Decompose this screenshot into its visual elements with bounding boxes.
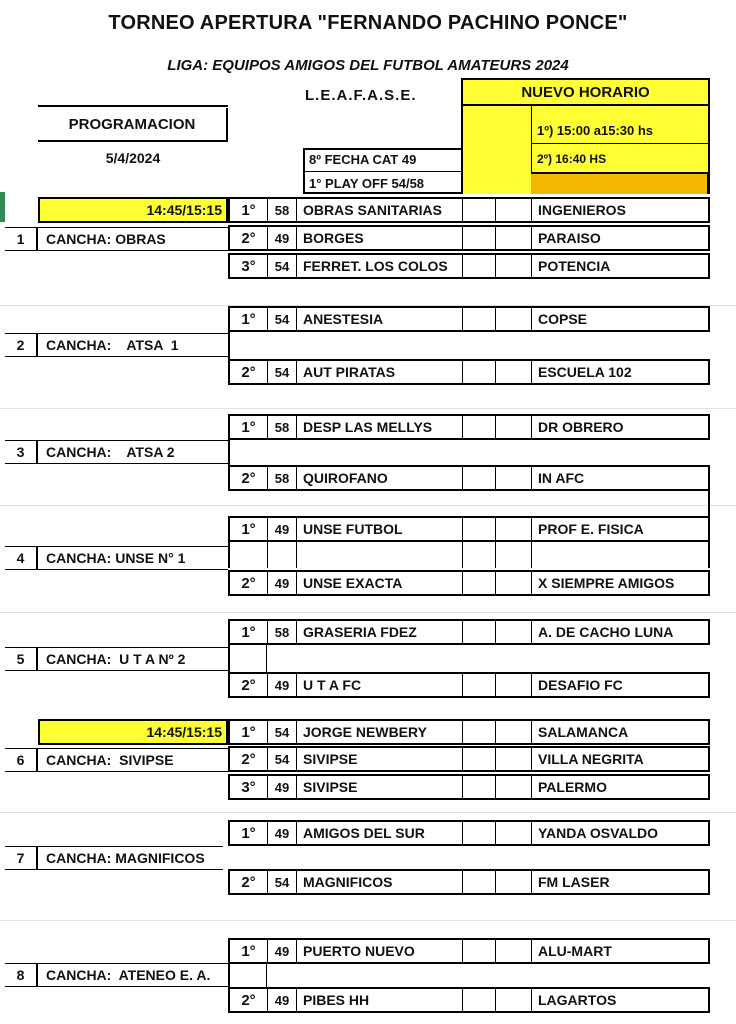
- cancha-number: 6: [5, 749, 38, 771]
- page-title: TORNEO APERTURA "FERNANDO PACHINO PONCE": [108, 12, 628, 34]
- score-home: [463, 989, 496, 1011]
- sheet-gridline: [0, 812, 736, 813]
- fecha-line-1: 8º FECHA CAT 49: [309, 152, 417, 167]
- away-team: COPSE: [538, 311, 588, 327]
- match-row: [228, 820, 710, 846]
- empty-cell: [230, 542, 268, 568]
- away-team: LAGARTOS: [538, 992, 617, 1008]
- match-order: 1°: [230, 822, 268, 844]
- cancha-row: [5, 963, 228, 987]
- cancha-row: [5, 647, 228, 671]
- match-order: 2°: [230, 674, 268, 696]
- match-row: [228, 774, 710, 800]
- match-row: [228, 465, 710, 491]
- match-category: 58: [268, 416, 297, 438]
- group-6-time: 14:45/15:15: [38, 719, 228, 745]
- cancha-row: [5, 846, 223, 870]
- match-category: 49: [268, 518, 297, 540]
- match-category: 58: [268, 199, 297, 221]
- cancha-number: 5: [5, 648, 38, 670]
- away-team: PALERMO: [538, 779, 607, 795]
- home-team: FERRET. LOS COLOS: [297, 255, 463, 277]
- home-team: PIBES HH: [297, 989, 463, 1011]
- score-away: [496, 467, 532, 489]
- match-order: 1°: [230, 199, 268, 221]
- score-home: [463, 776, 496, 798]
- empty-cell: [268, 542, 297, 568]
- score-home: [463, 721, 496, 743]
- home-team: PUERTO NUEVO: [297, 940, 463, 962]
- cell-border: [228, 645, 230, 673]
- score-home: [463, 518, 496, 540]
- match-row: [228, 619, 710, 645]
- sheet-gridline: [0, 612, 736, 613]
- score-home: [463, 416, 496, 438]
- cancha-name: CANCHA: ATSA 1: [46, 337, 179, 353]
- programacion-date: 5/4/2024: [105, 150, 161, 166]
- home-team: BORGES: [297, 227, 463, 249]
- home-team: JORGE NEWBERY: [297, 721, 463, 743]
- match-row: [228, 225, 710, 251]
- cancha-row: [5, 333, 228, 357]
- home-team: QUIROFANO: [297, 467, 463, 489]
- home-team: UNSE FUTBOL: [297, 518, 463, 540]
- match-row: [228, 719, 710, 745]
- cancha-number: 8: [5, 964, 38, 986]
- match-order: 2°: [230, 227, 268, 249]
- match-order: 1°: [230, 518, 268, 540]
- score-away: [496, 822, 532, 844]
- cancha-name: CANCHA: OBRAS: [46, 231, 166, 247]
- home-team: AMIGOS DEL SUR: [297, 822, 463, 844]
- score-away: [496, 871, 532, 893]
- match-row: [228, 253, 710, 279]
- cell-border: [266, 645, 267, 673]
- cell-border: [266, 964, 267, 988]
- score-home: [463, 255, 496, 277]
- match-row: [228, 516, 710, 542]
- home-team: U T A FC: [297, 674, 463, 696]
- cell-border: [228, 440, 230, 466]
- league-acronym: L.E.A.F.A.S.E.: [305, 87, 417, 104]
- match-order: 1°: [230, 940, 268, 962]
- score-away: [496, 940, 532, 962]
- match-row: [228, 414, 710, 440]
- match-order: 1°: [230, 621, 268, 643]
- cancha-number: 7: [5, 847, 38, 869]
- score-away: [496, 989, 532, 1011]
- cancha-name: CANCHA: UNSE N° 1: [46, 550, 186, 566]
- match-row: [228, 746, 710, 772]
- score-home: [463, 940, 496, 962]
- match-category: 49: [268, 227, 297, 249]
- programacion-top-border: [38, 105, 228, 107]
- match-category: 49: [268, 674, 297, 696]
- match-category: 54: [268, 721, 297, 743]
- home-team: ANESTESIA: [297, 308, 463, 330]
- away-team: PROF E. FISICA: [538, 521, 644, 537]
- match-category: 54: [268, 361, 297, 383]
- cell-border: [228, 964, 230, 988]
- away-team: FM LASER: [538, 874, 610, 890]
- score-away: [496, 308, 532, 330]
- match-order: 2°: [230, 467, 268, 489]
- match-category: 49: [268, 776, 297, 798]
- cancha-number: 4: [5, 547, 38, 569]
- group-1-time: 14:45/15:15: [38, 197, 228, 223]
- match-category: 49: [268, 822, 297, 844]
- cancha-name: CANCHA: SIVIPSE: [46, 752, 174, 768]
- match-order: 1°: [230, 308, 268, 330]
- score-home: [463, 748, 496, 770]
- cancha-row: [5, 227, 228, 251]
- score-away: [496, 227, 532, 249]
- cancha-number: 3: [5, 441, 38, 463]
- away-team: DESAFIO FC: [538, 677, 623, 693]
- match-row: [228, 869, 710, 895]
- score-home: [463, 199, 496, 221]
- score-away: [496, 572, 532, 594]
- match-row: [228, 987, 710, 1013]
- league-subtitle: LIGA: EQUIPOS AMIGOS DEL FUTBOL AMATEURS 2024: [167, 57, 569, 74]
- sheet-gridline: [0, 408, 736, 409]
- empty-row: [228, 542, 710, 568]
- sheet-gridline: [0, 505, 736, 506]
- away-team: INGENIEROS: [538, 202, 626, 218]
- cancha-row: [5, 440, 228, 464]
- home-team: MAGNIFICOS: [297, 871, 463, 893]
- score-home: [463, 572, 496, 594]
- away-team: SALAMANCA: [538, 724, 629, 740]
- match-order: 3°: [230, 255, 268, 277]
- score-home: [463, 227, 496, 249]
- cancha-row: [5, 748, 228, 772]
- score-home: [463, 871, 496, 893]
- sheet-gridline: [0, 920, 736, 921]
- match-row: [228, 306, 710, 332]
- empty-cell: [463, 542, 496, 568]
- score-away: [496, 518, 532, 540]
- score-home: [463, 361, 496, 383]
- away-team: ALU-MART: [538, 943, 612, 959]
- match-category: 49: [268, 989, 297, 1011]
- fecha-line-2: 1° PLAY OFF 54/58: [309, 176, 425, 191]
- match-category: 54: [268, 748, 297, 770]
- empty-cell: [297, 542, 463, 568]
- away-team: VILLA NEGRITA: [538, 751, 644, 767]
- match-row: [228, 938, 710, 964]
- match-row: [228, 197, 710, 223]
- cancha-number: 1: [5, 228, 38, 250]
- match-category: 58: [268, 621, 297, 643]
- nuevo-horario-divider: [531, 106, 532, 172]
- score-home: [463, 621, 496, 643]
- match-category: 58: [268, 467, 297, 489]
- score-home: [463, 308, 496, 330]
- match-order: 3°: [230, 776, 268, 798]
- score-away: [496, 674, 532, 696]
- home-team: SIVIPSE: [297, 748, 463, 770]
- match-order: 2°: [230, 572, 268, 594]
- cell-border: [708, 490, 710, 516]
- programacion-label: PROGRAMACION: [38, 108, 228, 142]
- cancha-name: CANCHA: MAGNIFICOS: [46, 850, 205, 866]
- home-team: OBRAS SANITARIAS: [297, 199, 463, 221]
- match-category: 54: [268, 308, 297, 330]
- score-home: [463, 467, 496, 489]
- score-away: [496, 361, 532, 383]
- cell-border: [228, 332, 230, 360]
- score-away: [496, 199, 532, 221]
- match-category: 49: [268, 572, 297, 594]
- home-team: UNSE EXACTA: [297, 572, 463, 594]
- nuevo-horario-line-2: 2º) 16:40 HS: [537, 152, 607, 166]
- match-row: [228, 672, 710, 698]
- score-home: [463, 674, 496, 696]
- home-team: AUT PIRATAS: [297, 361, 463, 383]
- match-order: 2°: [230, 989, 268, 1011]
- match-row: [228, 359, 710, 385]
- nuevo-horario-row-line: [531, 143, 710, 144]
- score-away: [496, 255, 532, 277]
- score-away: [496, 776, 532, 798]
- home-team: GRASERIA FDEZ: [297, 621, 463, 643]
- highlight-cell-orange: [531, 172, 710, 194]
- nuevo-horario-title: NUEVO HORARIO: [461, 78, 710, 106]
- match-order: 2°: [230, 361, 268, 383]
- cell-selection-marker: [0, 192, 5, 222]
- match-order: 1°: [230, 416, 268, 438]
- score-home: [463, 822, 496, 844]
- cancha-row: [5, 546, 228, 570]
- match-order: 2°: [230, 871, 268, 893]
- match-category: 54: [268, 871, 297, 893]
- cancha-name: CANCHA: ATENEO E. A.: [46, 967, 211, 983]
- away-team: IN AFC: [538, 470, 585, 486]
- cancha-number: 2: [5, 334, 38, 356]
- score-away: [496, 621, 532, 643]
- away-team: YANDA OSVALDO: [538, 825, 659, 841]
- empty-cell: [496, 542, 532, 568]
- score-away: [496, 416, 532, 438]
- away-team: PARAISO: [538, 230, 601, 246]
- match-order: 1°: [230, 721, 268, 743]
- nuevo-horario-line-1: 1º) 15:00 a15:30 hs: [537, 123, 654, 138]
- home-team: DESP LAS MELLYS: [297, 416, 463, 438]
- away-team: POTENCIA: [538, 258, 611, 274]
- away-team: A. DE CACHO LUNA: [538, 624, 674, 640]
- match-category: 54: [268, 255, 297, 277]
- score-away: [496, 748, 532, 770]
- away-team: ESCUELA 102: [538, 364, 632, 380]
- away-team: DR OBRERO: [538, 419, 624, 435]
- home-team: SIVIPSE: [297, 776, 463, 798]
- fecha-divider: [303, 171, 461, 172]
- match-row: [228, 570, 710, 596]
- score-away: [496, 721, 532, 743]
- away-team: X SIEMPRE AMIGOS: [538, 575, 675, 591]
- match-order: 2°: [230, 748, 268, 770]
- cancha-name: CANCHA: ATSA 2: [46, 444, 175, 460]
- match-category: 49: [268, 940, 297, 962]
- cancha-name: CANCHA: U T A Nº 2: [46, 651, 186, 667]
